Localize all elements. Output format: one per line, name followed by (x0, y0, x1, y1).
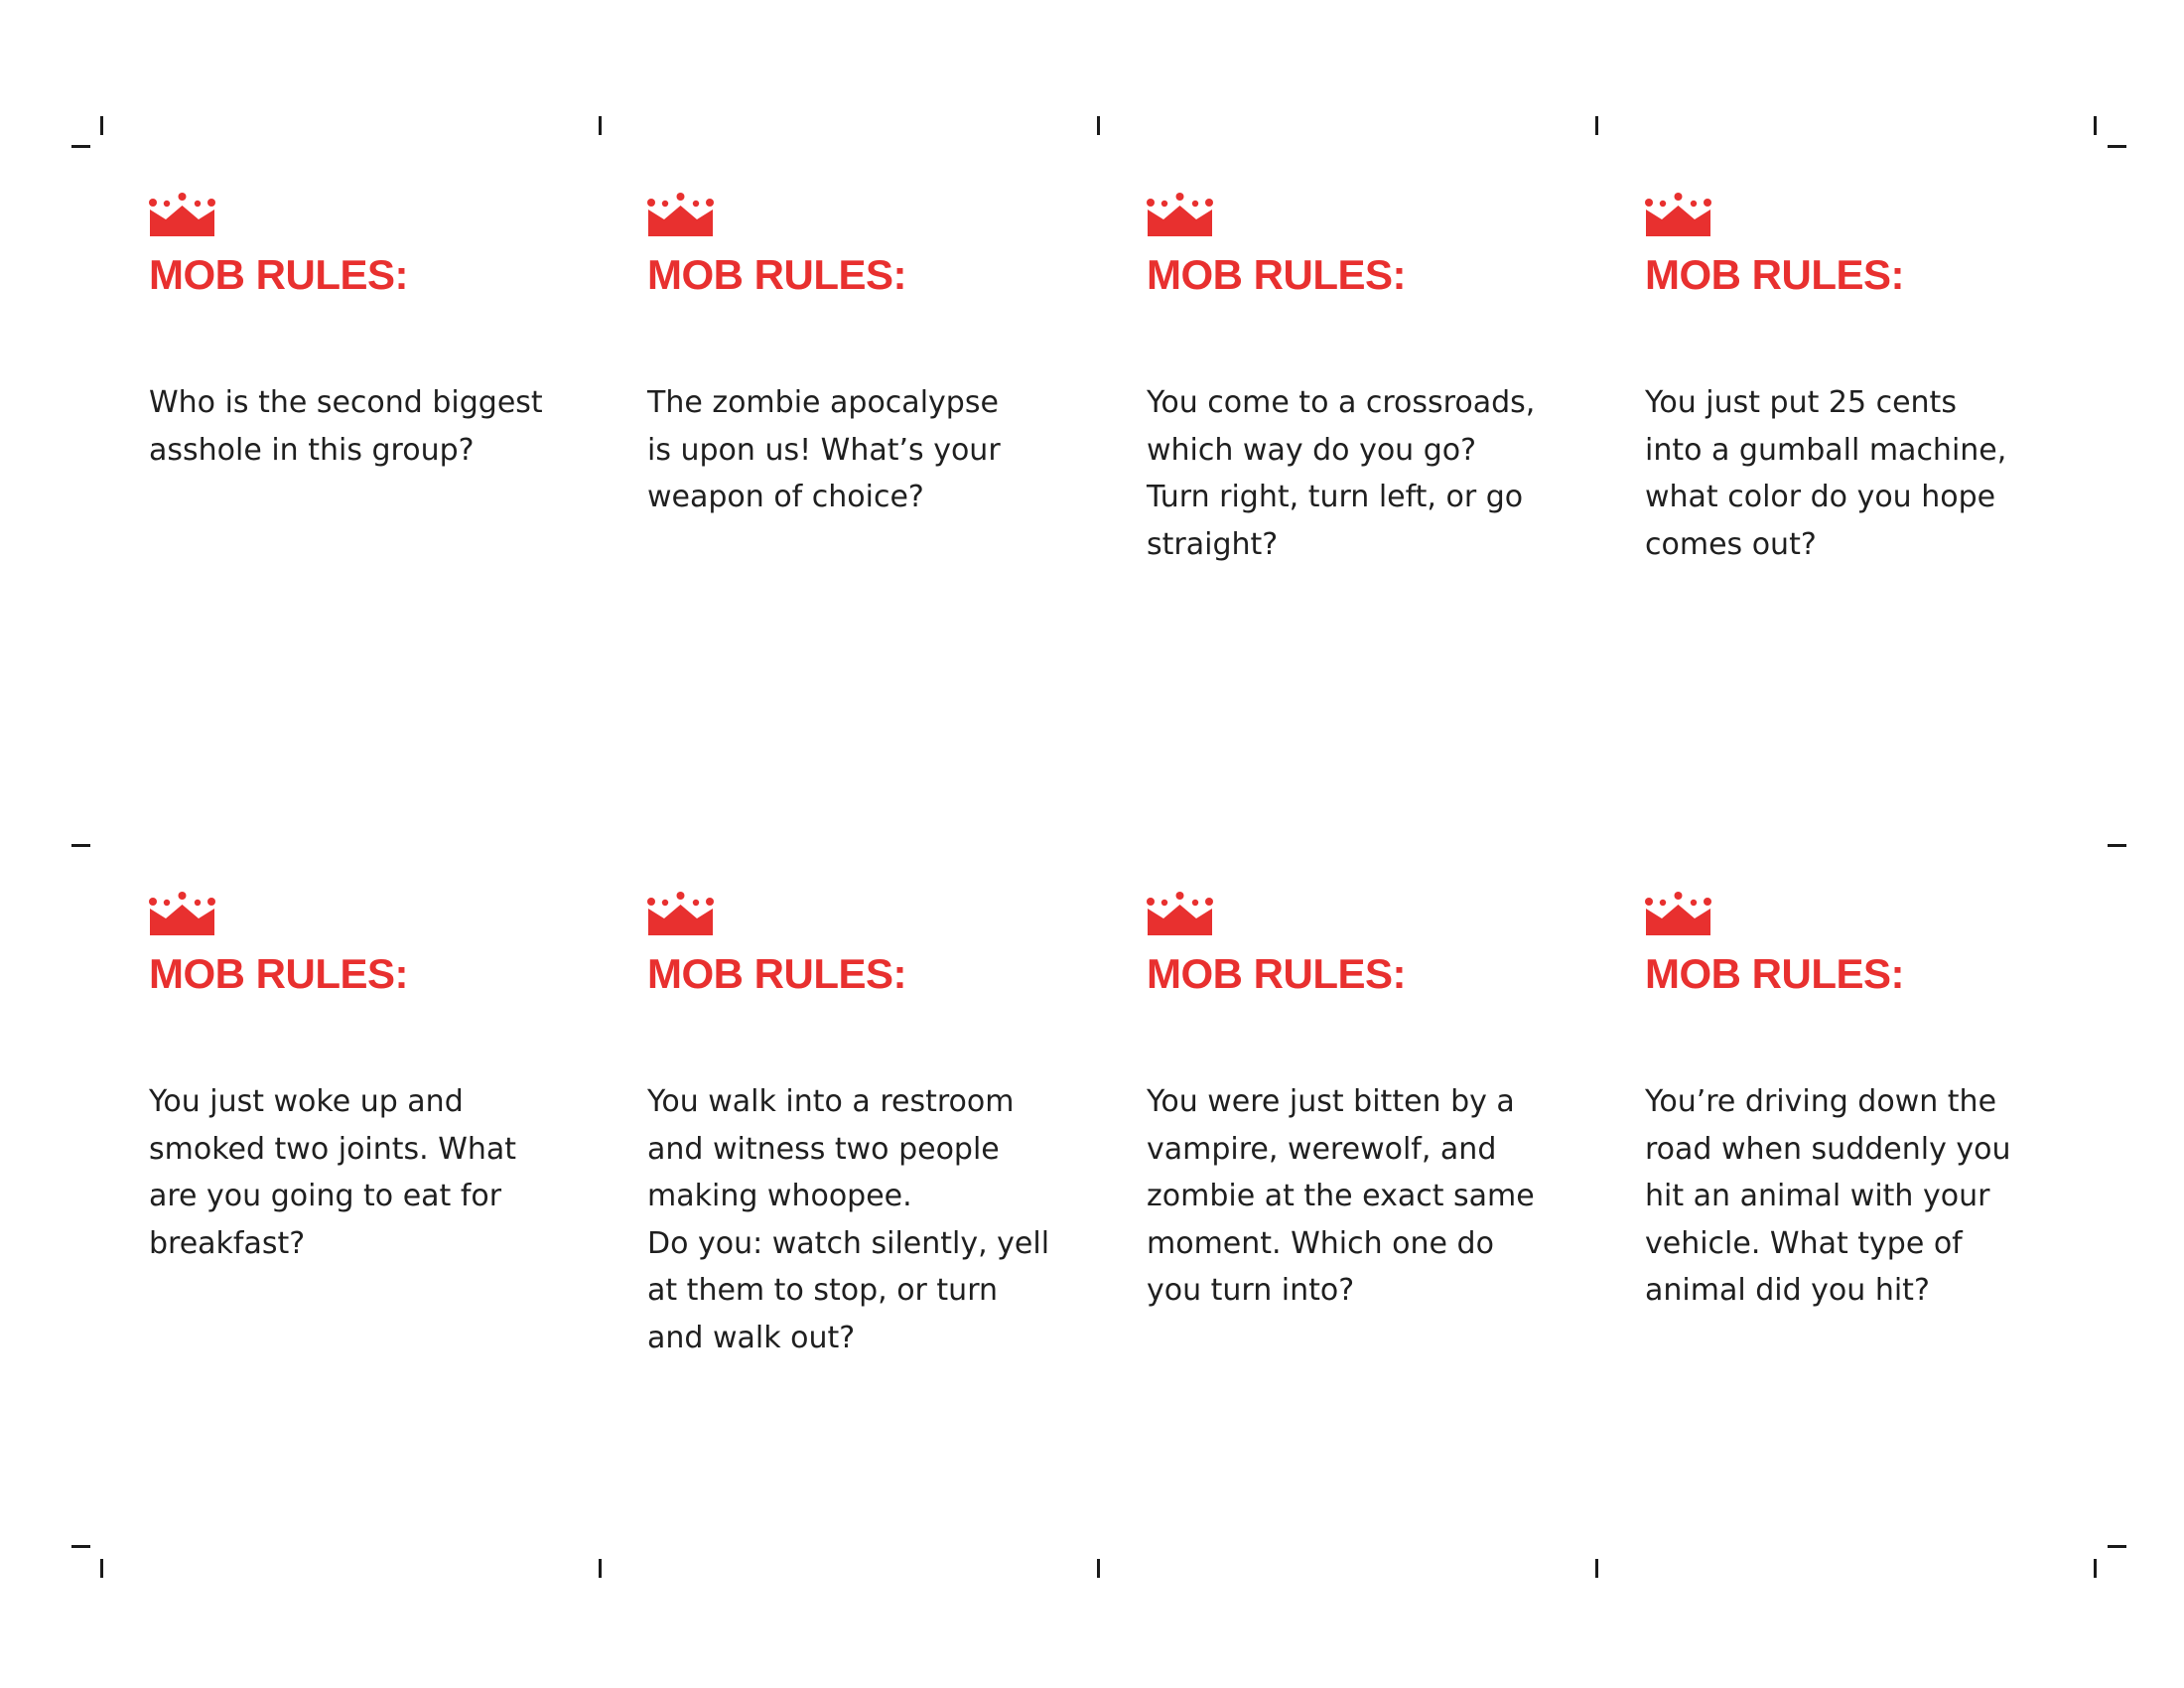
card-question: You just put 25 cents into a gumball machine, what color do you hope comes out? (1645, 385, 2007, 562)
crop-mark (71, 844, 90, 847)
card-title: MOB RULES: (1645, 950, 1904, 997)
card-title: MOB RULES: (149, 950, 408, 997)
crown-icon (149, 892, 215, 935)
crop-mark (71, 145, 90, 148)
crown-icon (1147, 892, 1213, 935)
crop-mark (100, 1559, 103, 1578)
card-title: MOB RULES: (647, 251, 906, 298)
card-title: MOB RULES: (1147, 950, 1406, 997)
crop-mark (2094, 1559, 2097, 1578)
crown-icon (647, 892, 714, 935)
crop-mark (2094, 116, 2097, 135)
crop-mark (1595, 116, 1598, 135)
card-title: MOB RULES: (647, 950, 906, 997)
card-title: MOB RULES: (1147, 251, 1406, 298)
crop-mark (2108, 1545, 2126, 1548)
crop-mark (100, 116, 103, 135)
card-question: You were just bitten by a vampire, werewolf, and zombie at the exact same moment. Which one do you turn into? (1147, 1084, 1535, 1308)
card-question: You come to a crossroads, which way do you go? Turn right, turn left, or go straight? (1147, 385, 1536, 562)
crop-mark (1595, 1559, 1598, 1578)
crown-icon (1645, 892, 1711, 935)
card-title: MOB RULES: (149, 251, 408, 298)
crown-icon (647, 193, 714, 236)
card-question: You walk into a restroom and witness two people making whoopee. Do you: watch silently, yell at them to stop, or turn and walk out? (647, 1084, 1050, 1355)
card-question: You’re driving down the road when suddenly you hit an animal with your vehicle. What type of animal did you hit? (1645, 1084, 2011, 1308)
crop-mark (599, 116, 602, 135)
crop-mark (2108, 145, 2126, 148)
card-question: You just woke up and smoked two joints. What are you going to eat for breakfast? (149, 1084, 517, 1261)
crop-mark (599, 1559, 602, 1578)
crown-icon (1147, 193, 1213, 236)
card-question: Who is the second biggest asshole in this group? (149, 385, 543, 468)
card-title: MOB RULES: (1645, 251, 1904, 298)
crown-icon (1645, 193, 1711, 236)
card-question: The zombie apocalypse is upon us! What’s your weapon of choice? (647, 385, 1001, 514)
crop-mark (1097, 1559, 1100, 1578)
crop-mark (2108, 844, 2126, 847)
crop-mark (71, 1545, 90, 1548)
crop-mark (1097, 116, 1100, 135)
crown-icon (149, 193, 215, 236)
